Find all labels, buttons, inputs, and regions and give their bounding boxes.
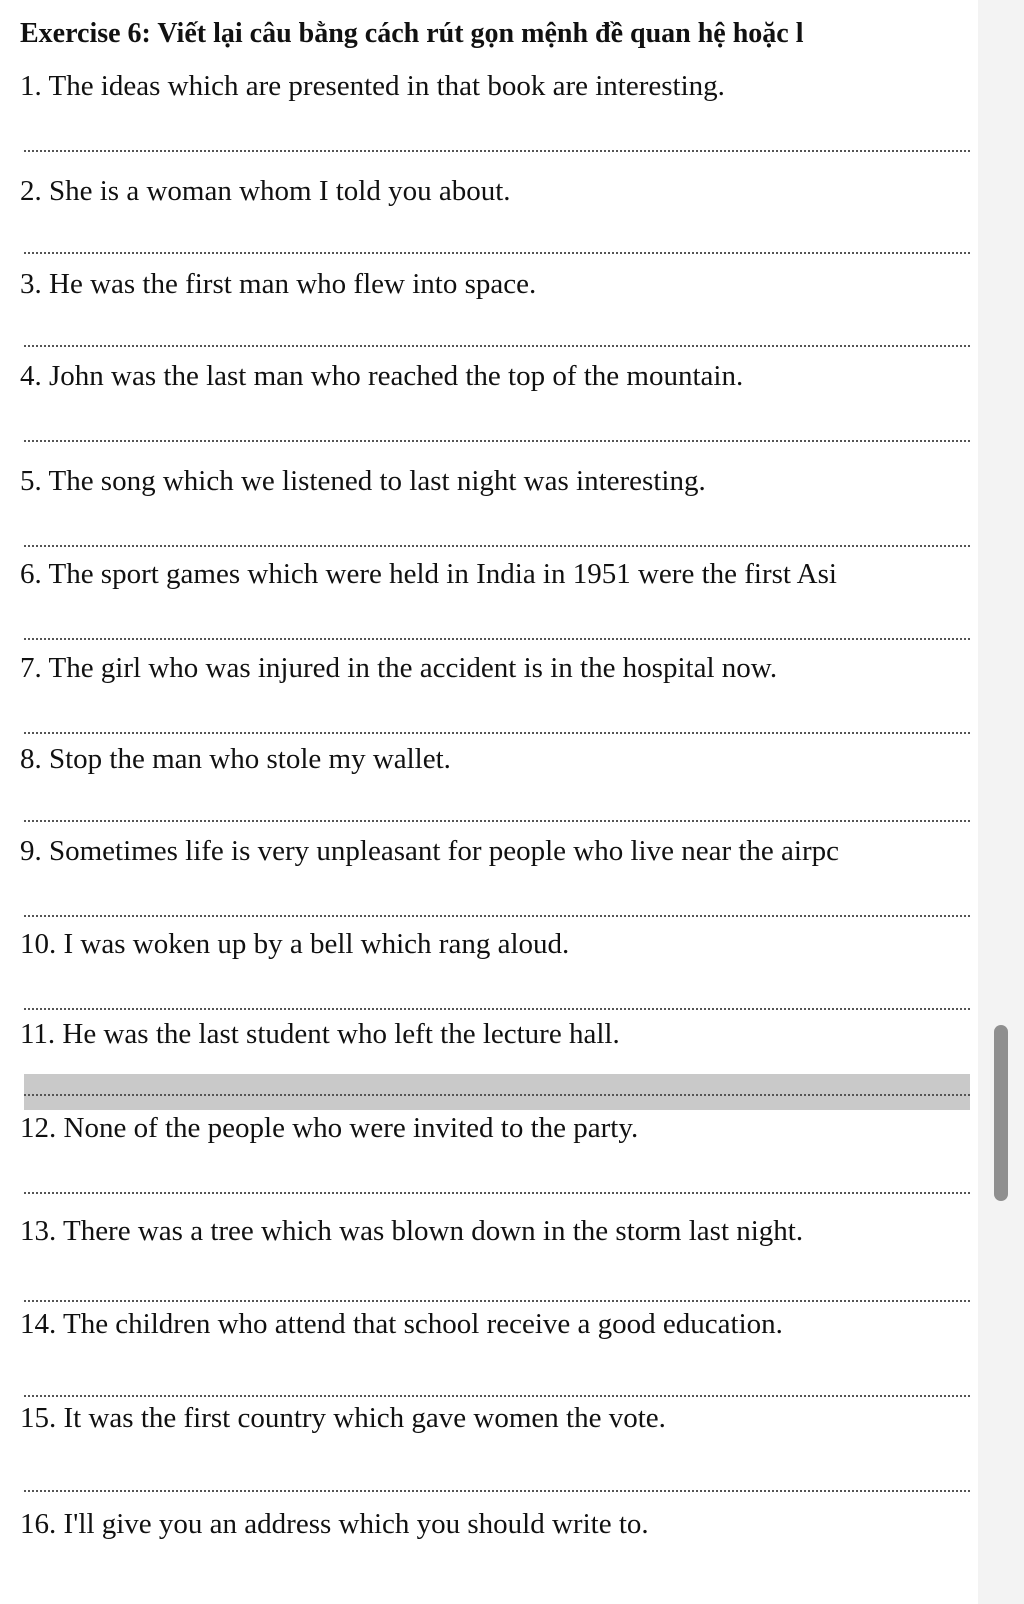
question-5: 5. The song which we listened to last night was interesting. — [20, 465, 706, 497]
question-14: 14. The children who attend that school receive a good education. — [20, 1308, 783, 1340]
question-12: 12. None of the people who were invited to the party. — [20, 1112, 639, 1144]
answer-line-13[interactable] — [24, 1300, 970, 1302]
question-6: 6. The sport games which were held in India in 1951 were the first Asi — [20, 558, 837, 590]
question-15: 15. It was the first country which gave women the vote. — [20, 1402, 666, 1434]
question-3: 3. He was the first man who flew into space. — [20, 268, 537, 300]
answer-line-3[interactable] — [24, 345, 970, 347]
answer-line-6[interactable] — [24, 638, 970, 640]
question-11: 11. He was the last student who left the lecture hall. — [20, 1018, 620, 1050]
answer-line-10[interactable] — [24, 1008, 970, 1010]
question-9: 9. Sometimes life is very unpleasant for people who live near the airpc — [20, 835, 839, 867]
answer-line-11-selected[interactable] — [24, 1074, 970, 1110]
answer-line-7[interactable] — [24, 732, 970, 734]
answer-line-4[interactable] — [24, 440, 970, 442]
question-7: 7. The girl who was injured in the accident is in the hospital now. — [20, 652, 778, 684]
question-8: 8. Stop the man who stole my wallet. — [20, 743, 451, 775]
question-2: 2. She is a woman whom I told you about. — [20, 175, 511, 207]
exercise-title: Exercise 6: Viết lại câu bằng cách rút gọn mệnh đề quan hệ hoặc l — [20, 18, 804, 49]
question-13: 13. There was a tree which was blown down in the storm last night. — [20, 1215, 804, 1247]
scrollbar-track[interactable] — [978, 0, 1024, 1604]
answer-line-2[interactable] — [24, 252, 970, 254]
question-10: 10. I was woken up by a bell which rang aloud. — [20, 928, 570, 960]
answer-line-12[interactable] — [24, 1192, 970, 1194]
question-1: 1. The ideas which are presented in that book are interesting. — [20, 70, 725, 102]
answer-line-1[interactable] — [24, 150, 970, 152]
question-4: 4. John was the last man who reached the top of the mountain. — [20, 360, 744, 392]
answer-line-9[interactable] — [24, 915, 970, 917]
answer-line-5[interactable] — [24, 545, 970, 547]
answer-line-15[interactable] — [24, 1490, 970, 1492]
answer-line-14[interactable] — [24, 1395, 970, 1397]
scrollbar-thumb[interactable] — [994, 1025, 1008, 1201]
answer-line-8[interactable] — [24, 820, 970, 822]
question-16: 16. I'll give you an address which you should write to. — [20, 1508, 649, 1540]
